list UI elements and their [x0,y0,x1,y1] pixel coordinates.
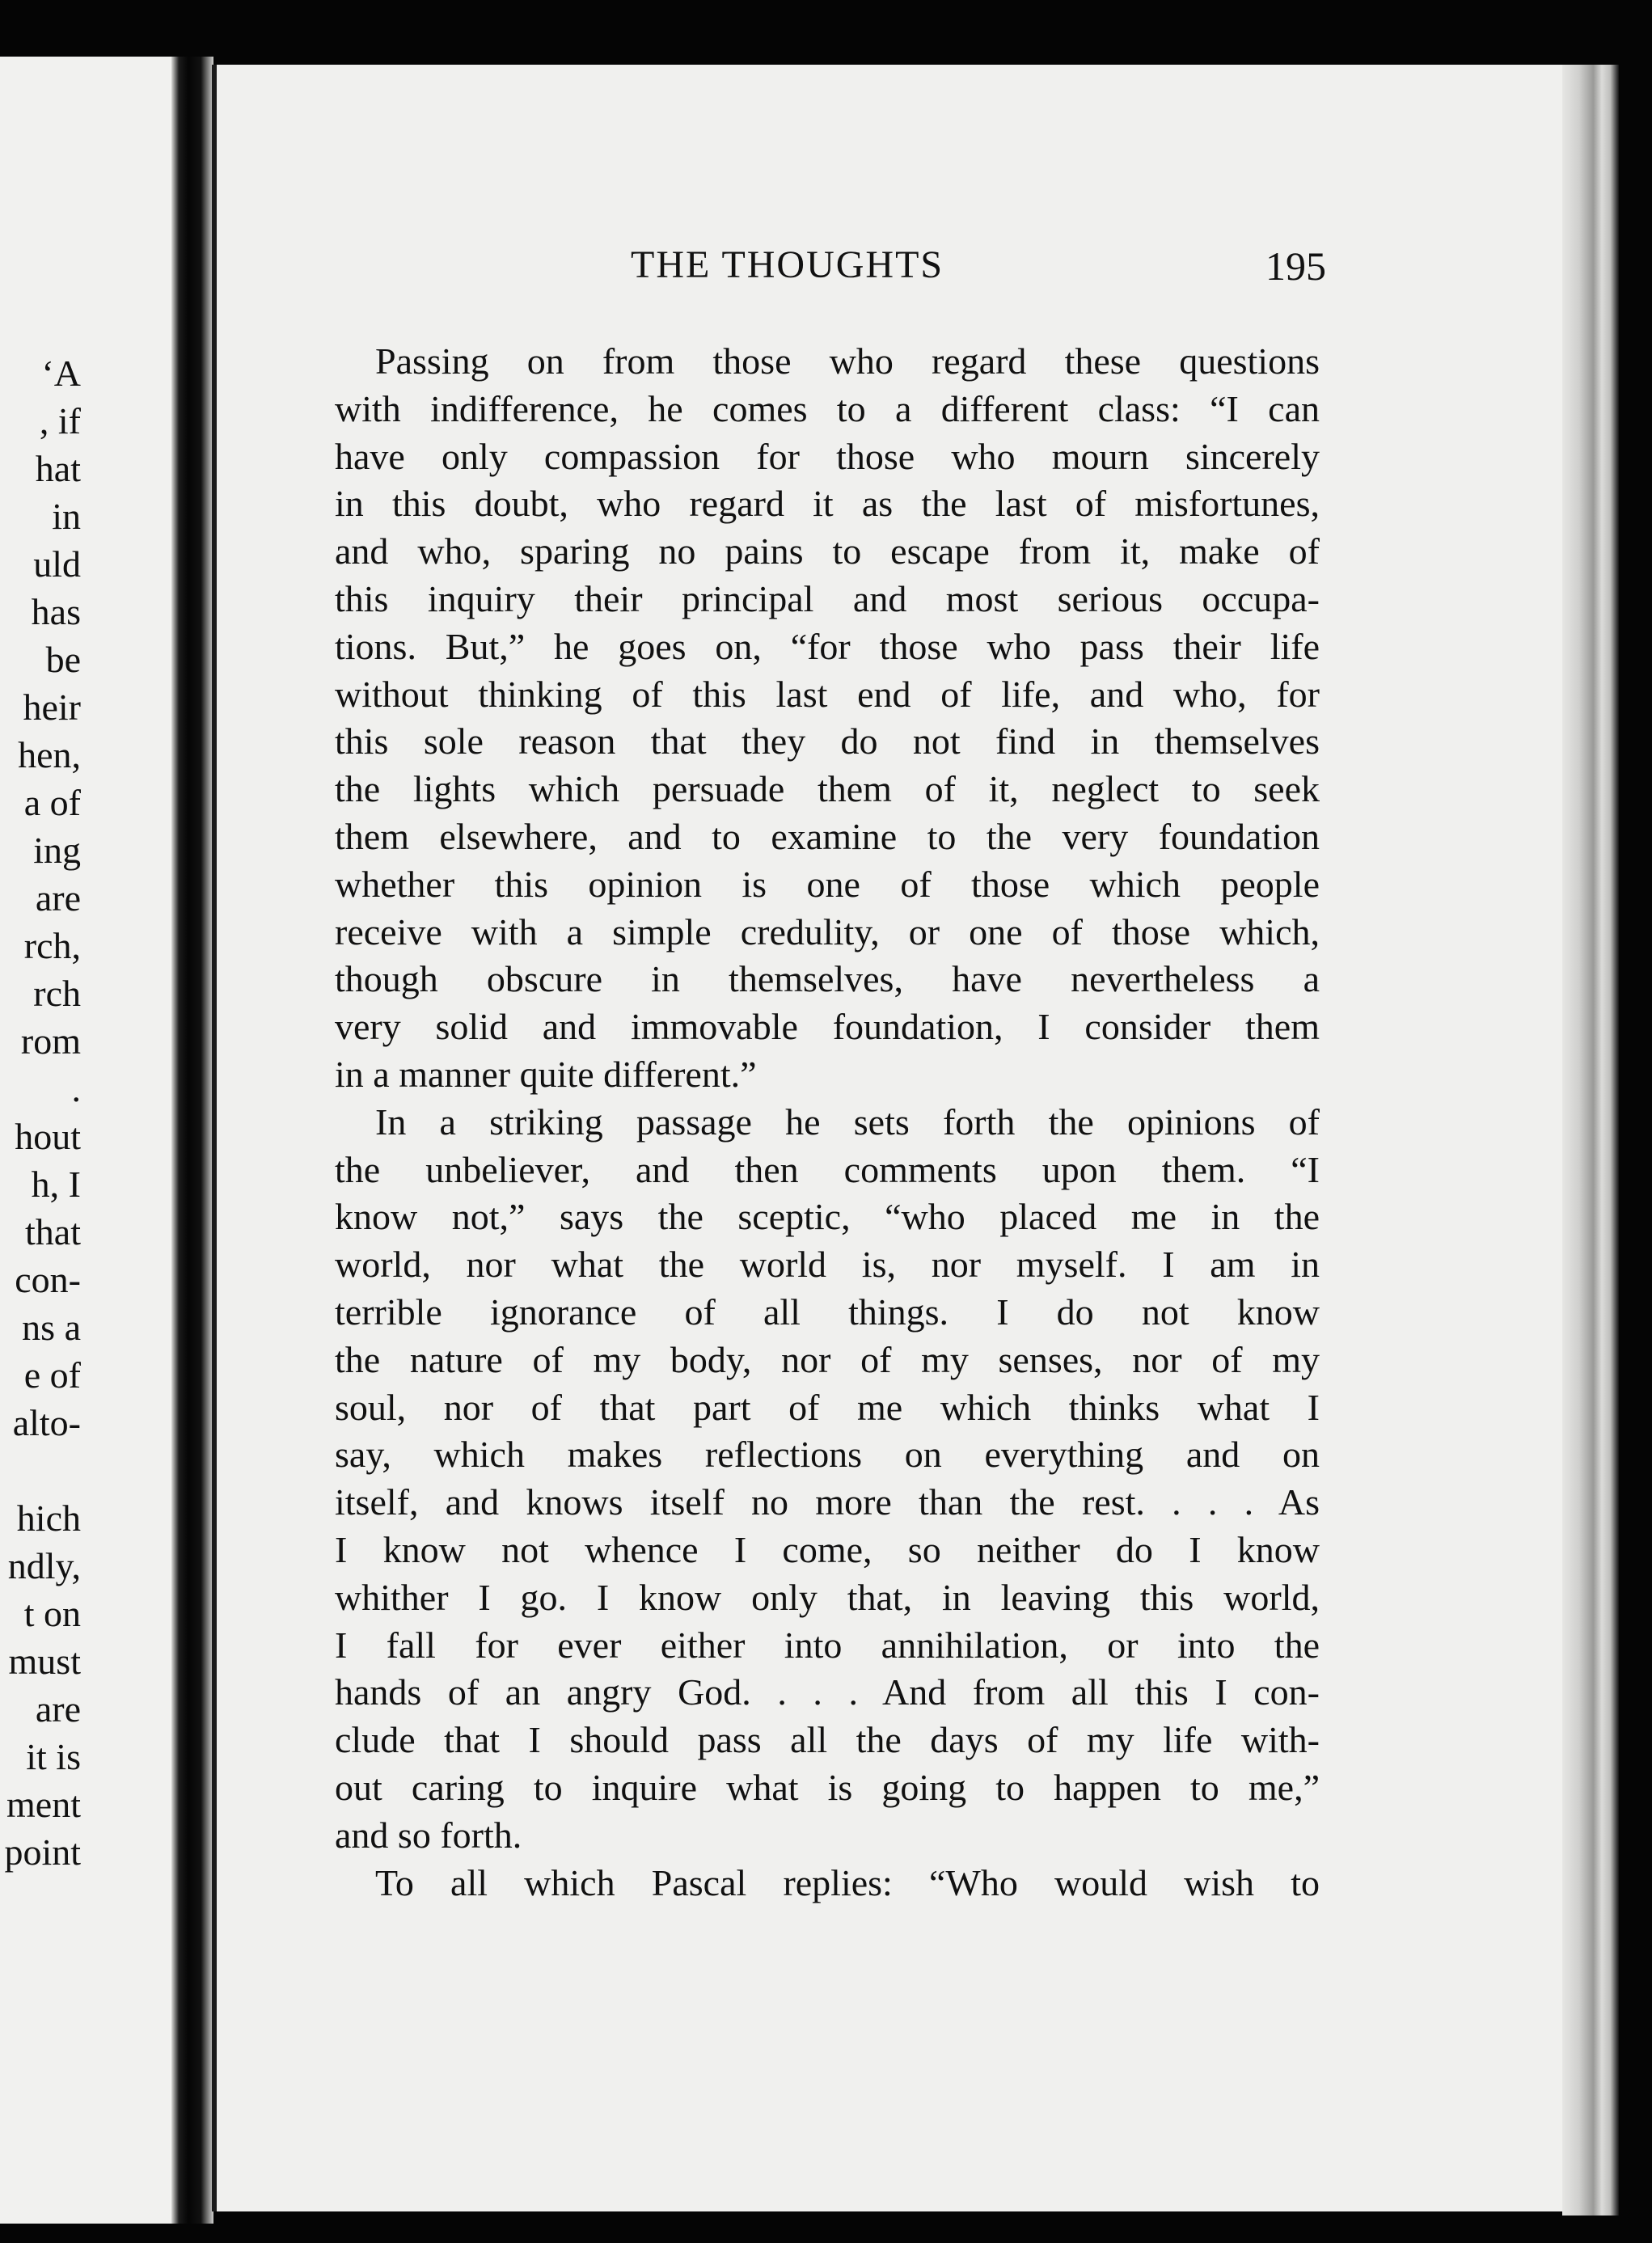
text-line: the lights which persuade them of it, neglect to seek [335,768,1320,810]
left-facing-page [0,57,171,2224]
left-page-line: in [52,496,81,537]
left-page-line: ing [33,830,81,871]
text-line: whither I go. I know only that, in leaving this world, [335,1576,1320,1618]
left-page-line: ment [6,1784,81,1825]
left-page-line: a of [23,782,81,823]
left-page-line: it is [26,1736,81,1777]
text-line: itself, and knows itself no more than the rest. . . . As [335,1481,1320,1523]
left-page-line: rch [33,973,81,1014]
text-line: know not,” says the sceptic, “who placed me in the [335,1196,1320,1238]
left-page-line: . [71,1068,81,1109]
left-page-line: that [25,1211,81,1252]
text-line: I know not whence I come, so neither do I know [335,1528,1320,1570]
text-line: tions. But,” he goes on, “for those who pass their life [335,625,1320,667]
text-line: To all which Pascal replies: “Who would wish to [375,1861,1320,1903]
text-line: the unbeliever, and then comments upon them. “I [335,1148,1320,1190]
left-page-line: has [31,591,81,632]
text-line: though obscure in themselves, have nevertheless a [335,958,1320,1000]
text-line: this sole reason that they do not find in themselves [335,720,1320,762]
page-header [631,243,1326,299]
text-line: receive with a simple credulity, or one of those which, [335,910,1320,953]
left-page-line: are [35,1688,81,1730]
book-gutter [171,57,213,2224]
left-page-text [0,349,81,1876]
left-page-line: must [8,1641,81,1682]
text-line: without thinking of this last end of life, and who, for [335,673,1320,715]
text-line: in a manner quite different.” [335,1053,757,1095]
left-page-line: rom [20,1020,81,1062]
text-line: soul, nor of that part of me which thinks what I [335,1386,1320,1428]
left-page-line: point [4,1831,81,1873]
left-page-line: be [45,639,81,680]
text-line: have only compassion for those who mourn sincerely [335,435,1320,477]
left-page-line: , if [39,400,81,441]
left-page-line: are [35,877,81,919]
left-page-line: rch, [23,925,81,966]
left-page-line: e of [23,1354,81,1396]
text-line: say, which makes reflections on everything and on [335,1434,1320,1476]
text-line: out caring to inquire what is going to happen to me,” [335,1766,1320,1808]
text-line: world, nor what the world is, nor myself. I am in [335,1244,1320,1286]
text-line: with indifference, he comes to a different class: “I can [335,387,1320,429]
text-line: the nature of my body, nor of my senses, nor of my [335,1338,1320,1380]
left-page-line: uld [33,543,81,585]
text-line: In a striking passage he sets forth the opinions of [375,1100,1320,1143]
text-line: clude that I should pass all the days of my life with- [335,1719,1320,1761]
text-line: very solid and immovable foundation, I consider them [335,1006,1320,1048]
left-page-line: heir [23,686,81,728]
text-line: and who, sparing no pains to escape from it, make of [335,530,1320,572]
text-line: whether this opinion is one of those which people [335,863,1320,905]
left-page-line: hen, [18,734,81,775]
left-page-line: hat [35,448,81,489]
text-line: this inquiry their principal and most serious occupa- [335,577,1320,619]
left-page-line [0,1447,81,1494]
left-page-line: alto- [12,1402,81,1443]
left-page-line: ndly, [7,1545,81,1586]
text-line: hands of an angry God. . . . And from all this I con- [335,1671,1320,1713]
left-page-line: h, I [31,1164,81,1205]
page-edge-stack [1562,65,1619,2216]
running-title: THE THOUGHTS [631,243,944,286]
left-page-line: ‘A [41,353,81,394]
left-page-line: con- [15,1259,81,1300]
text-line: Passing on from those who regard these questions [375,340,1320,382]
text-line: in this doubt, who regard it as the last of misfortunes, [335,483,1320,525]
left-page-line: hout [15,1116,81,1157]
text-line: and so forth. [335,1814,522,1856]
text-line: them elsewhere, and to examine to the very foundation [335,815,1320,857]
left-page-line: ns a [22,1307,81,1348]
left-page-line: hich [16,1497,81,1539]
page-number: 195 [1265,243,1326,289]
text-line: terrible ignorance of all things. I do not know [335,1290,1320,1333]
body-text [335,338,1320,1907]
left-page-line: t on [23,1593,81,1634]
text-line: I fall for ever either into annihilation, or into the [335,1624,1320,1666]
